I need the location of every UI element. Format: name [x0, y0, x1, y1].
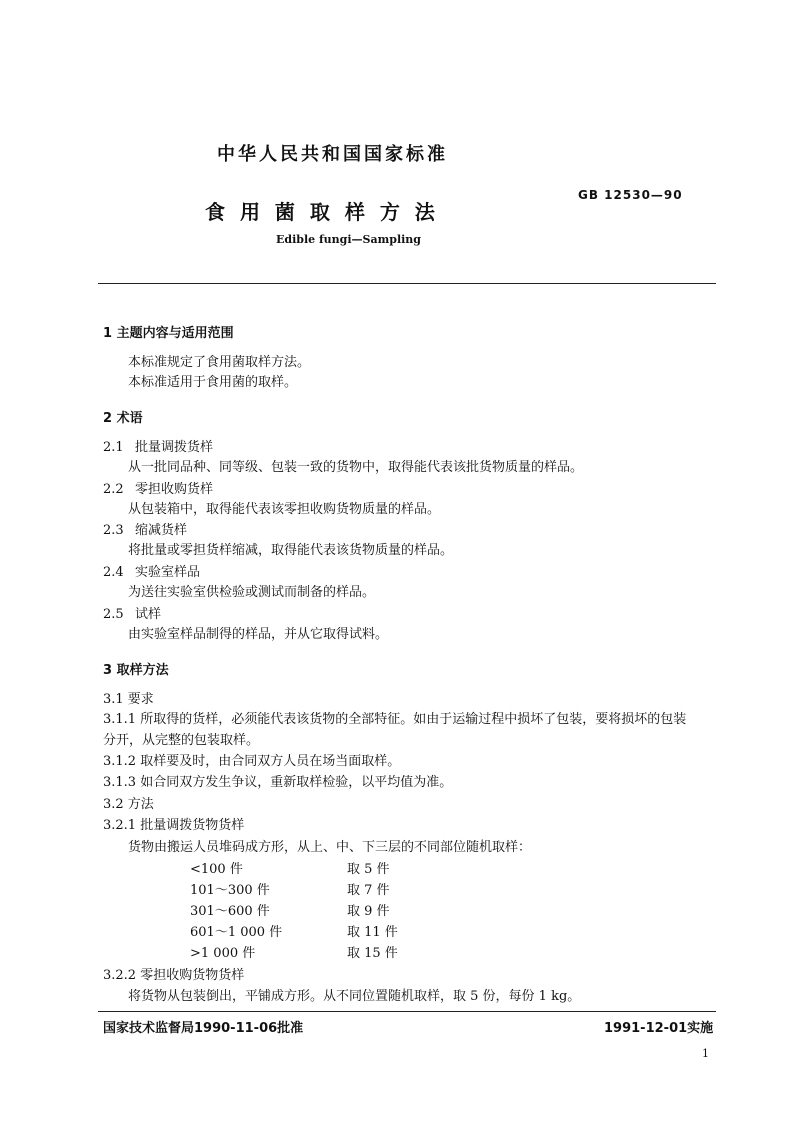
term-name: 试样	[135, 607, 162, 622]
term-definition: 从包装箱中，取得能代表该零担收购货物质量的样品。	[128, 502, 441, 517]
clause-3-2-1-description: 货物由搬运人员堆码成方形，从上、中、下三层的不同部位随机取样：	[128, 840, 532, 855]
sample-count: 取 9 件	[347, 904, 390, 919]
clause-3-1-1: 3.1.1 所取得的货样，必须能代表该货物的全部特征。如由于运输过程中损坏了包装，要将损坏的包装	[103, 712, 687, 727]
term-number: 2.4	[103, 565, 124, 580]
clause-3-2-2: 3.2.2 零担收购货物货样	[103, 968, 245, 983]
standard-code: GB 12530—90	[578, 188, 683, 202]
lot-size-range: 101～300 件	[190, 883, 270, 898]
clause-3-1-3: 3.1.3 如合同双方发生争议，重新取样检验，以平均值为准。	[103, 775, 453, 790]
clause-3-1-1-continued: 分开，从完整的包装取样。	[103, 733, 260, 748]
lot-size-range: >1 000 件	[190, 946, 256, 961]
clause-3-1-2: 3.1.2 取样要及时，由合同双方人员在场当面取样。	[103, 754, 401, 769]
term-name: 零担收购货样	[135, 482, 214, 497]
clause-3-1: 3.1 要求	[103, 692, 154, 707]
term-name: 实验室样品	[135, 565, 201, 580]
term-definition: 为送往实验室供检验或测试而制备的样品。	[128, 585, 376, 600]
term-name: 缩减货样	[135, 523, 188, 538]
term-number: 2.2	[103, 482, 124, 497]
sample-count: 取 7 件	[347, 883, 390, 898]
section-2-heading: 2 术语	[103, 411, 143, 426]
clause-3-2-2-description: 将货物从包装倒出，平铺成方形。从不同位置随机取样，取 5 份，每份 1 kg。	[128, 989, 581, 1004]
term-number: 2.1	[103, 440, 124, 455]
clause-3-2: 3.2 方法	[103, 797, 154, 812]
sample-count: 取 5 件	[347, 862, 390, 877]
section-1-heading: 1 主题内容与适用范围	[103, 326, 234, 341]
section-1-paragraph: 本标准规定了食用菌取样方法。	[128, 355, 311, 370]
sample-count: 取 15 件	[347, 946, 398, 961]
term-number: 2.3	[103, 523, 124, 538]
english-subtitle: Edible fungi—Sampling	[276, 233, 421, 246]
term-name: 批量调拨货样	[135, 440, 214, 455]
term-definition: 从一批同品种、同等级、包装一致的货物中，取得能代表该批货物质量的样品。	[128, 460, 584, 475]
term-definition: 由实验室样品制得的样品，并从它取得试料。	[128, 627, 389, 642]
approval-line: 国家技术监督局1990-11-06批准	[103, 1021, 304, 1036]
implementation-date: 1991-12-01实施	[604, 1021, 714, 1036]
clause-3-2-1: 3.2.1 批量调拨货物货样	[103, 818, 245, 833]
sample-count: 取 11 件	[347, 925, 398, 940]
page-number: 1	[702, 1047, 709, 1060]
term-number: 2.5	[103, 607, 124, 622]
lot-size-range: <100 件	[190, 862, 243, 877]
section-1-paragraph: 本标准适用于食用菌的取样。	[128, 375, 298, 390]
document-title: 食 用 菌 取 样 方 法	[205, 200, 439, 224]
section-3-heading: 3 取样方法	[103, 663, 169, 678]
lot-size-range: 301～600 件	[190, 904, 270, 919]
bottom-rule	[98, 1011, 716, 1012]
national-standard-heading: 中华人民共和国国家标准	[217, 144, 448, 165]
term-definition: 将批量或零担货样缩减，取得能代表该货物质量的样品。	[128, 543, 454, 558]
top-rule	[98, 283, 716, 284]
lot-size-range: 601～1 000 件	[190, 925, 283, 940]
